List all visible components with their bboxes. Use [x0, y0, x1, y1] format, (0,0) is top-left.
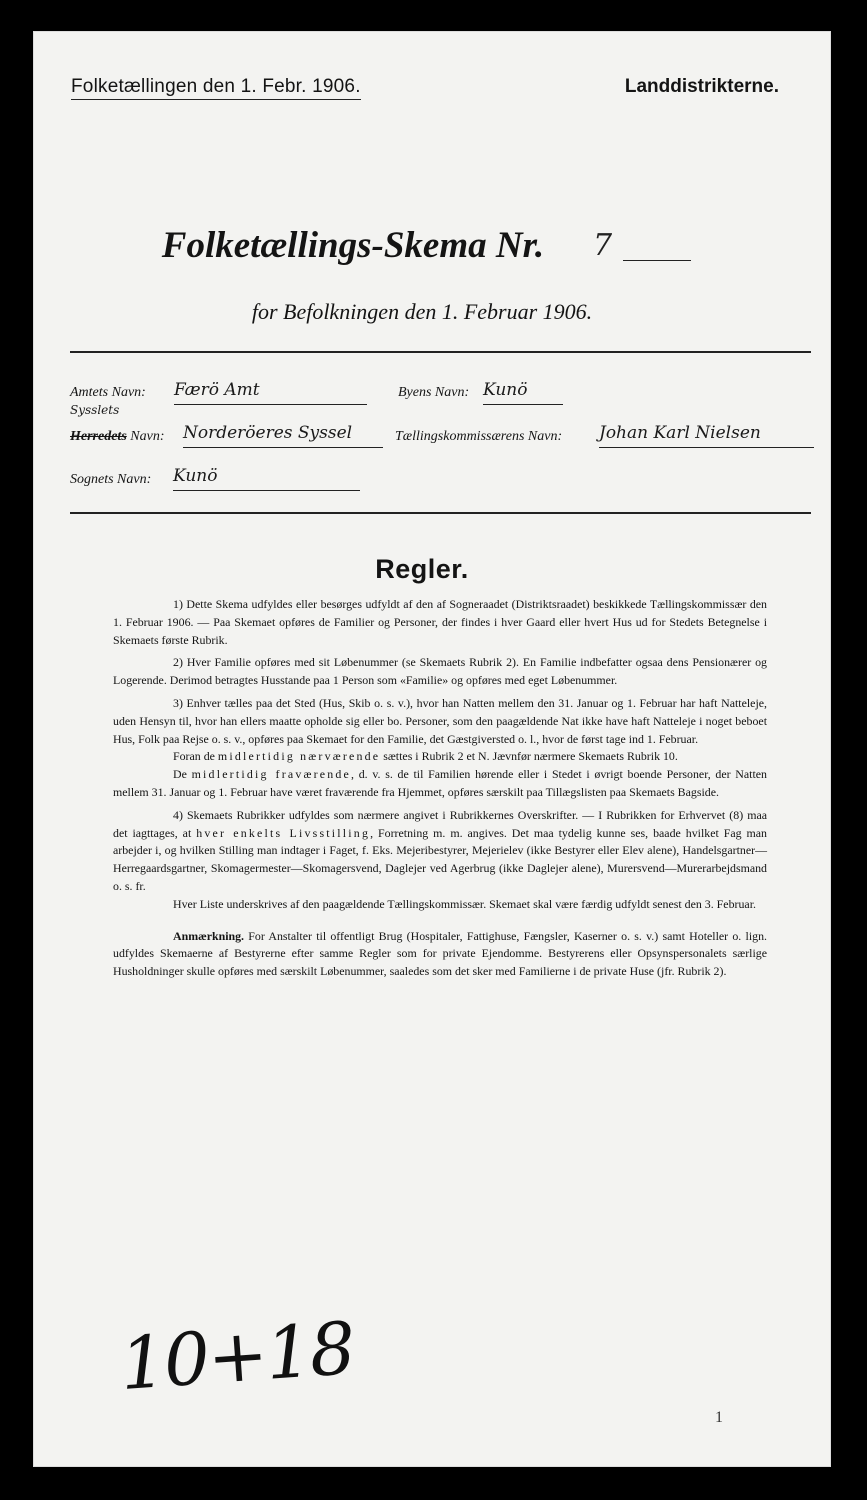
herred-correction: Sysslets — [70, 403, 120, 417]
census-date-header: Folketællingen den 1. Febr. 1906. — [71, 76, 361, 100]
handwritten-count: 10+18 — [117, 1305, 357, 1407]
kommissaer-field — [599, 423, 814, 448]
by-label: Byens Navn: — [398, 385, 470, 400]
kommissaer-label: Tællingskommissærens Navn: — [395, 429, 563, 444]
form-number-line — [623, 260, 691, 261]
herred-label-struck: Herredets — [70, 429, 127, 444]
form-title: Folketællings-Skema Nr. — [161, 225, 545, 266]
rule-4: 4) Skemaets Rubrikker udfyldes som nærmere angivet i Rubrikkernes Overskrifter. — I Rubrikken for Erhvervet (8) maa det iagttages, at hver enkelts Livsstilling, Forretning m. m. angives. Det maa tydelig kunne ses, baade hvilket Fag man arbejder i, og hvilken Stilling man indtager i Faget, f. Eks. Mejeribestyrer, Mejerielev (ikke Bestyrer eller Elev alene), Handelsgartner—Herregaardsgartner, Skomagermester—Skomagersvend, Daglejer ved Agerbrug (ikke Daglejer alene), Murersvend—Murerarbejdsmand o. s. fr. — [113, 807, 767, 893]
remark — [113, 928, 767, 981]
by-field — [483, 380, 563, 405]
census-form-page — [33, 31, 831, 1467]
rule-3: 3) Enhver tælles paa det Sted (Hus, Skib o. s. v.), hvor han Natten mellem den 31. Januar og 1. Februar har haft Natteleje, uden Hensyn til, hvor han ellers maatte opholde sig eller bo. Personer, som den paagældende Nat ikke have haft Natteleje i noget beboet Hus, Folk paa Rejse o. s. v., opføres paa Skemaet for den Familie, det Gæstgiversted o. l., hvor de først tage ind 1. Februar. — [113, 695, 767, 746]
kommissaer-value: Johan Karl Nielsen — [599, 423, 761, 443]
top-divider — [70, 351, 811, 353]
by-value: Kunö — [483, 380, 528, 400]
herred-field — [183, 423, 383, 448]
amt-field — [174, 380, 367, 405]
amt-label: Amtets Navn: — [70, 385, 146, 400]
rule-3-absent: De midlertidig fraværende, d. v. s. de til Familien hørende eller i Stedet i øvrigt boende Personer, der Natten mellem 31. Januar og 1. Februar have været fraværende fra Hjemmet, opføres særskilt paa Tillægslisten paa Skemaets Bagside. — [113, 767, 767, 799]
herred-value: Norderöeres Syssel — [183, 423, 353, 443]
sogn-field — [173, 466, 360, 491]
remark-text: For Anstalter til offentligt Brug (Hospitaler, Fattighuse, Fængsler, Kaserner o. s. v.) samt Hoteller o. lign. udfyldes Skemaerne af Bestyrerne efter samme Regler som for private Ejendomme. Bestyrerens eller Opsynspersonalets særlige Husholdninger skulle opføres med særskilt Løbenummer, saaledes som det sker med Familierne i de private Huse (jfr. Rubrik 2). — [113, 928, 767, 979]
rule-1: 1) Dette Skema udfyldes eller besørges udfyldt af den af Sogneraadet (Distriktsraadet) beskikkede Tællingskommissær den 1. Februar 1906. — Paa Skemaet opføres de Familier og Personer, der findes i hver Gaard eller hvert Hus ud for Stedets Betegnelse i Skemaets første Rubrik. — [113, 597, 767, 647]
fields-divider — [70, 512, 811, 514]
sogn-label: Sognets Navn: — [70, 472, 152, 487]
sogn-value: Kunö — [173, 466, 218, 486]
herred-label: Navn: — [130, 429, 165, 444]
rule-4-signature: Hver Liste underskrives af den paagældende Tællingskommissær. Skemaet skal være færdig udfyldt senest den 3. Februar. — [173, 896, 756, 911]
remark-label: Anmærkning. — [173, 928, 245, 943]
rule-2: 2) Hver Familie opføres med sit Løbenummer (se Skemaets Rubrik 2). En Familie indbefatter ogsaa dens Pensionærer og Logerende. Derimod betragtes Husstande paa 1 Person som «Familie» og opføres med eget Løbenummer. — [113, 655, 767, 688]
form-subtitle: for Befolkningen den 1. Februar 1906. — [251, 299, 593, 324]
amt-value: Færö Amt — [174, 380, 260, 400]
form-number-handwritten: 7 — [593, 228, 613, 263]
rules-heading: Regler. — [375, 554, 469, 584]
rule-3-present: Foran de midlertidig nærværende sættes i Rubrik 2 et N. Jævnfør nærmere Skemaets Rubrik 10. — [173, 749, 678, 764]
corner-mark: 1 — [715, 1409, 723, 1426]
herred-label-wrap — [70, 429, 164, 445]
district-type-header: Landdistrikterne. — [624, 76, 779, 97]
rules-text — [113, 596, 767, 986]
